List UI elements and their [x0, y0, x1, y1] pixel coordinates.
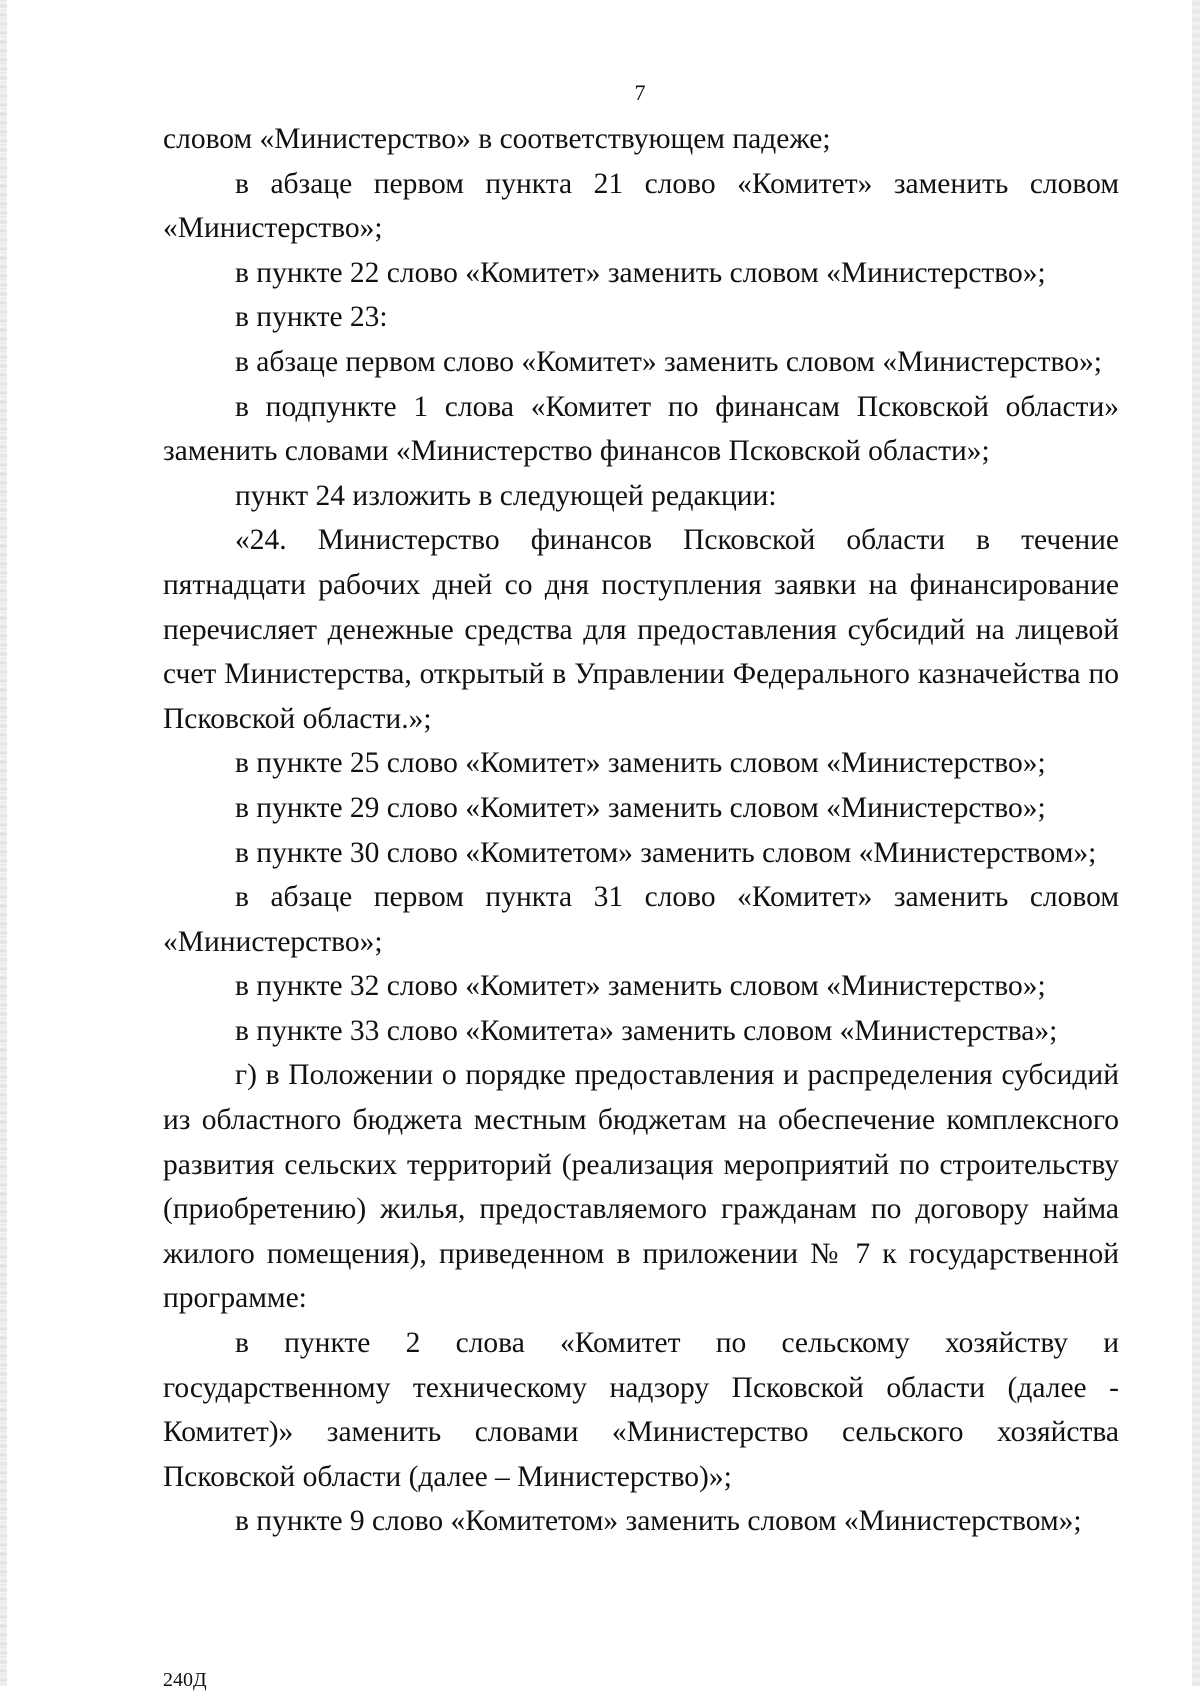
paragraph-item-23-first-para: в абзаце первом слово «Комитет» заменить словом «Министерство»; — [235, 345, 1102, 378]
scan-right-edge — [1192, 0, 1200, 1686]
paragraph-item-23-subitem-1: в подпункте 1 слова «Комитет по финансам Псковской области» заменить словами «Министерство финансов Псковской области»; — [163, 390, 1119, 468]
paragraph-item-32: в пункте 32 слово «Комитет» заменить словом «Министерство»; — [235, 970, 1046, 1003]
paragraph-item-22: в пункте 22 слово «Комитет» заменить словом «Министерство»; — [235, 256, 1046, 289]
paragraph-item-33: в пункте 33 слово «Комитета» заменить словом «Министерства»; — [235, 1014, 1058, 1047]
paragraph-item-29: в пункте 29 слово «Комитет» заменить словом «Министерство»; — [235, 791, 1046, 824]
scan-left-edge — [0, 0, 7, 1686]
paragraph-item-21: в абзаце первом пункта 21 слово «Комитет» заменить словом «Министерство»; — [163, 167, 1119, 245]
page-number: 7 — [634, 80, 646, 105]
paragraph-section-g: г) в Положении о порядке предоставления и распределения субсидий из областного бюджета местным бюджетам на обеспечение комплексного развития сельских территорий (реализация мероприятий по строительству (приобретению) жилья, предоставляемого гражданам по договору найма жилого помещения), приведенном в приложении № 7 к государственной программе: — [163, 1059, 1119, 1315]
paragraph-item-30: в пункте 30 слово «Комитетом» заменить словом «Министерством»; — [235, 836, 1097, 869]
paragraph-item-23: в пункте 23: — [235, 301, 388, 334]
paragraph-continuation: словом «Министерство» в соответствующем падеже; — [163, 123, 831, 155]
paragraph-item-9: в пункте 9 слово «Комитетом» заменить словом «Министерством»; — [235, 1505, 1082, 1538]
document-body — [163, 117, 1119, 1544]
document-code: 240Д — [163, 1669, 207, 1691]
paragraph-item-24-intro: пункт 24 изложить в следующей редакции: — [235, 479, 777, 512]
paragraph-item-31: в абзаце первом пункта 31 слово «Комитет» заменить словом «Министерство»; — [163, 881, 1119, 958]
paragraph-item-24-text: «24. Министерство финансов Псковской области в течение пятнадцати рабочих дней со дня поступления заявки на финансирование перечисляет денежные средства для предоставления субсидий на лицевой счет Министерства, открытый в Управлении Федерального казначейства по Псковской области.»; — [163, 524, 1119, 735]
paragraph-item-2: в пункте 2 слова «Комитет по сельскому хозяйству и государственному техническому надзору Псковской области (далее - Комитет)» заменить словами «Министерство сельского хозяйства Псковской области (далее – Министерство)»; — [163, 1327, 1119, 1493]
paragraph-item-25: в пункте 25 слово «Комитет» заменить словом «Министерство»; — [235, 747, 1046, 780]
